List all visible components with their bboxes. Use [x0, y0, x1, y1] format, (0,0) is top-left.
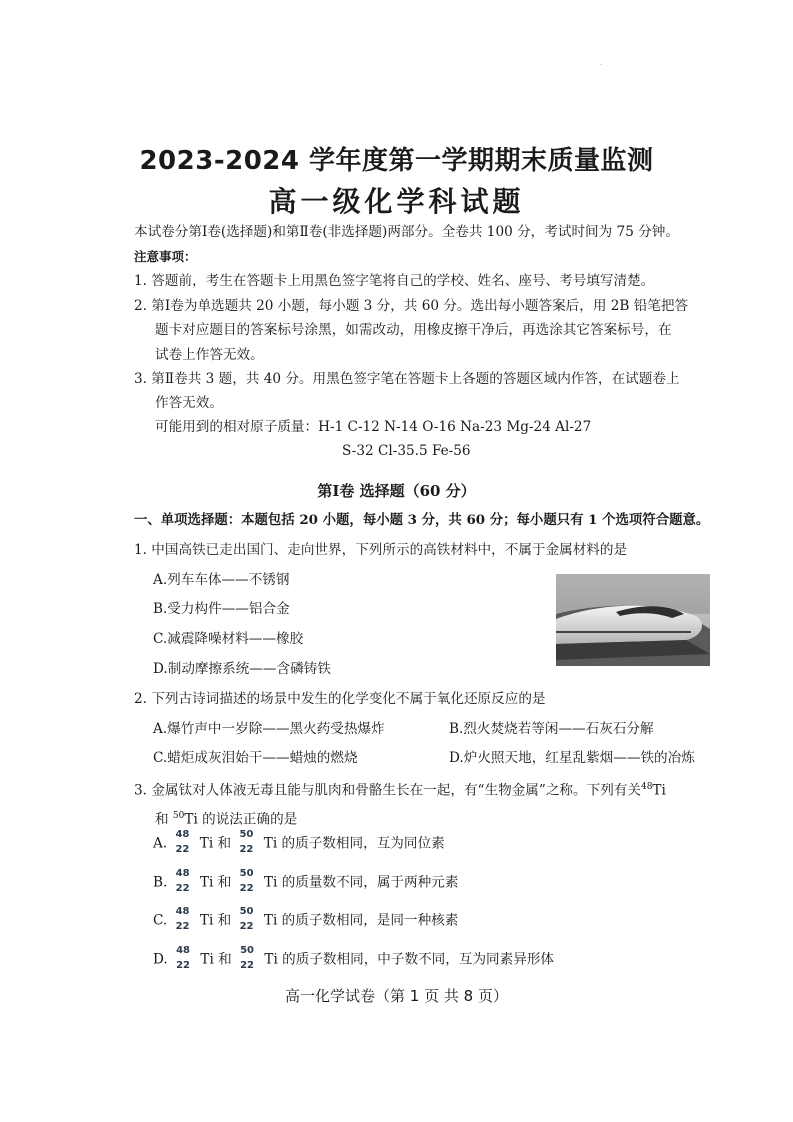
option-mid: Ti 和 [199, 912, 232, 929]
page-footer: 高一化学试卷（第 1 页 共 8 页） [285, 987, 508, 1005]
q1-stem: 1. 中国高铁已走出国门、走向世界，下列所示的高铁材料中，不属于金属材料的是 [134, 542, 628, 558]
option-text: Ti 的质子数相同，互为同位素 [263, 835, 445, 852]
mass-number: 48 [175, 906, 190, 917]
option-text: Ti 的质量数不同，属于两种元素 [263, 874, 459, 891]
section-title: 第Ⅰ卷 选择题（60 分） [317, 482, 476, 500]
q1-option-c: C.减震降噪材料——橡胶 [153, 631, 304, 647]
atomic-number: 22 [176, 960, 190, 971]
atomic-number: 22 [240, 960, 254, 971]
option-text: Ti 的质子数相同，是同一种核素 [263, 912, 459, 929]
mass-number: 50 [239, 906, 254, 917]
option-mid: Ti 和 [199, 835, 232, 852]
isotope-50-22 [238, 868, 258, 898]
q3-mass-48: 48 [640, 782, 653, 792]
atomic-number: 22 [239, 921, 254, 932]
option-label: A. [153, 835, 168, 852]
isotope-48-22 [174, 868, 194, 898]
q1-option-b: B.受力构件——铝合金 [153, 601, 290, 617]
exam-title-line1: 2023-2024 学年度第一学期期末质量监测 [139, 146, 654, 176]
atomic-number: 22 [239, 844, 254, 855]
option-label: C. [153, 912, 168, 929]
q1-option-d: D.制动摩擦系统——含磷铸铁 [153, 661, 331, 677]
atomic-masses-line1: 可能用到的相对原子质量：H-1 C-12 N-14 O-16 Na-23 Mg-24 Al-27 [155, 419, 592, 435]
atomic-masses-line2: S-32 Cl-35.5 Fe-56 [342, 443, 471, 459]
q3-option-d [153, 945, 554, 975]
q2-option-c: C.蜡炬成灰泪始干——蜡烛的燃烧 [153, 750, 358, 766]
q3-stem-line2 [155, 806, 297, 830]
q3-stem-end: Ti 的说法正确的是 [184, 811, 298, 828]
q3-stem-line1 [134, 777, 666, 801]
atomic-number: 22 [175, 921, 190, 932]
mass-number: 50 [240, 945, 254, 956]
q3-mass-50: 50 [172, 811, 185, 821]
q3-option-a [153, 829, 445, 859]
q1-option-a: A.列车车体——不锈钢 [153, 572, 290, 588]
notice-item-2-end: 试卷上作答无效。 [155, 347, 264, 363]
mass-number: 48 [175, 829, 190, 840]
train-photo [556, 574, 710, 666]
notice-item-3: 3. 第Ⅱ卷共 3 题，共 40 分。用黑色签字笔在答题卡上各题的答题区域内作答，在试题卷上 [134, 371, 680, 387]
notice-heading: 注意事项： [134, 249, 197, 264]
q3-option-c [153, 906, 458, 936]
notice-item-2-cont: 题卡对应题目的答案标号涂黑，如需改动，用橡皮擦干净后，再选涂其它答案标号，在 [155, 322, 672, 338]
q3-option-b [153, 868, 458, 898]
option-text: Ti 的质子数相同，中子数不同，互为同素异形体 [264, 951, 555, 968]
mass-number: 48 [176, 945, 190, 956]
isotope-50-22 [238, 906, 258, 936]
q2-option-a: A.爆竹声中一岁除——黑火药受热爆炸 [153, 721, 385, 737]
isotope-48-22 [173, 829, 193, 859]
option-mid: Ti 和 [199, 874, 232, 891]
mass-number: 48 [175, 868, 190, 879]
q3-and: 和 [155, 811, 169, 828]
exam-title-line2: 高一级化学科试题 [268, 185, 525, 218]
notice-item-3-end: 作答无效。 [155, 395, 223, 411]
q2-option-b: B.烈火焚烧若等闲——石灰石分解 [449, 721, 654, 737]
isotope-50-22 [238, 945, 258, 975]
option-mid: Ti 和 [200, 951, 232, 968]
option-label: B. [153, 874, 168, 891]
q2-option-d: D.炉火照天地，红星乱紫烟——铁的冶炼 [449, 750, 695, 766]
isotope-50-22 [237, 829, 257, 859]
isotope-48-22 [174, 945, 194, 975]
mass-number: 50 [239, 829, 254, 840]
q3-ti-symbol: Ti [652, 782, 666, 799]
atomic-number: 22 [175, 844, 190, 855]
notice-item-2: 2. 第Ⅰ卷为单选题共 20 小题，每小题 3 分，共 60 分。选出每小题答案后，用 2B 铅笔把答 [134, 298, 689, 314]
atomic-number: 22 [175, 883, 190, 894]
atomic-number: 22 [239, 883, 254, 894]
notice-item-1: 1. 答题前，考生在答题卡上用黑色签字笔将自己的学校、姓名、座号、考号填写清楚。 [134, 273, 655, 289]
isotope-48-22 [174, 906, 194, 936]
q2-stem: 2. 下列古诗词描述的场景中发生的化学变化不属于氧化还原反应的是 [134, 691, 546, 707]
mass-number: 50 [239, 868, 254, 879]
option-label: D. [153, 951, 168, 968]
scan-dot: . [600, 60, 602, 67]
part-heading: 一、单项选择题：本题包括 20 小题，每小题 3 分，共 60 分；每小题只有 1 个选项符合题意。 [134, 512, 710, 528]
q3-stem-text: 3. 金属钛对人体液无毒且能与肌肉和骨骼生长在一起，有“生物金属”之称。下列有关 [134, 782, 641, 799]
exam-intro: 本试卷分第Ⅰ卷(选择题)和第Ⅱ卷(非选择题)两部分。全卷共 100 分，考试时间为 75 分钟。 [134, 224, 679, 240]
